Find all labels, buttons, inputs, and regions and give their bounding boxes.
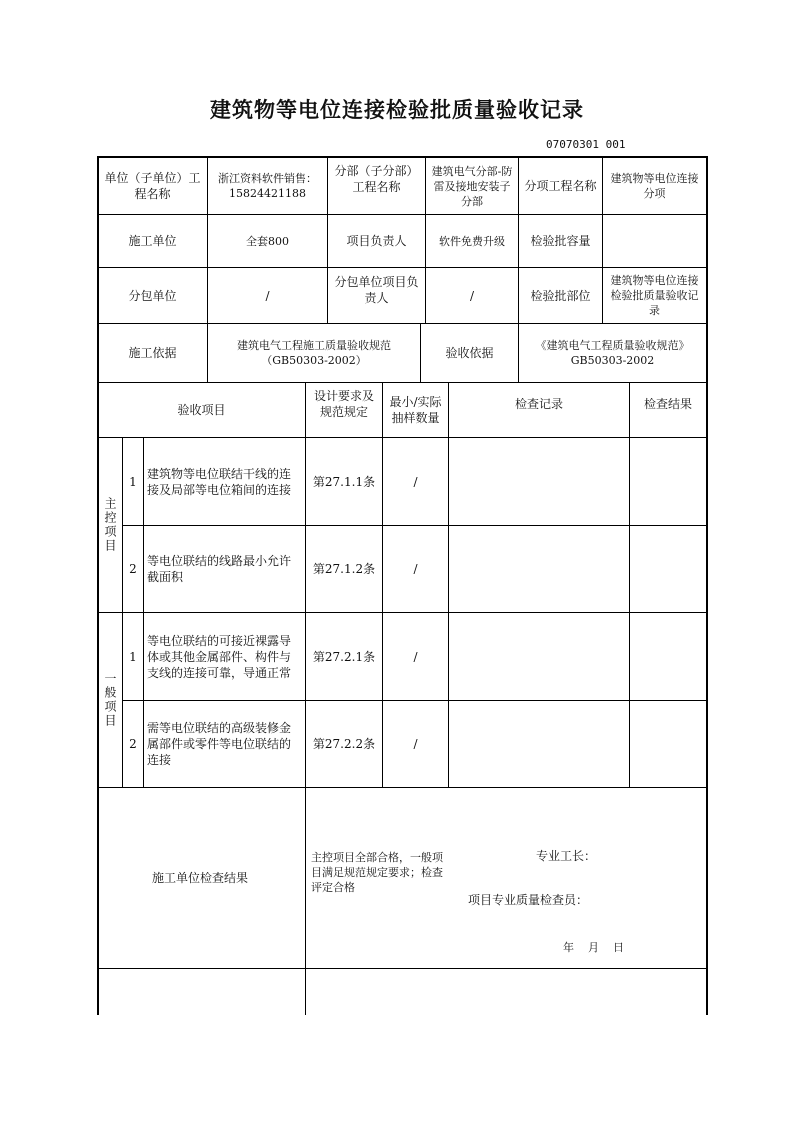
check-conclusion: 主控项目全部合格，一般项目满足规范规定要求；检查评定合格 xyxy=(311,851,443,894)
construction-unit-label: 施工单位 xyxy=(128,234,177,248)
item-number: 2 xyxy=(129,737,137,751)
construction-unit-value: 全套800 xyxy=(246,234,289,248)
subitem-value: 建筑物等电位连接分项 xyxy=(610,172,699,200)
sub-pm-label: 分包单位项目负责人 xyxy=(334,275,419,305)
item-spec: 第27.2.2条 xyxy=(312,737,376,751)
col-result: 检查结果 xyxy=(643,397,692,411)
subdivision-value: 建筑电气分部-防雷及接地安装子分部 xyxy=(431,164,513,208)
item-description: 建筑物等电位联结干线的连接及局部等电位箱间的连接 xyxy=(147,466,292,497)
item-number: 2 xyxy=(129,562,137,576)
acceptance-basis-label: 验收依据 xyxy=(445,346,494,360)
sub-pm-value: / xyxy=(469,288,475,303)
col-record: 检查记录 xyxy=(514,397,563,411)
item-spec: 第27.1.2条 xyxy=(312,562,376,576)
item-spec: 第27.1.1条 xyxy=(312,474,376,489)
batch-part-label: 检验批部位 xyxy=(530,288,591,303)
batch-part-value: 建筑物等电位连接检验批质量验收记录 xyxy=(610,274,699,317)
item-sample: / xyxy=(413,649,418,664)
item-description: 等电位联结的可接近裸露导体或其他金属部件、构件与支线的连接可靠，导通正常 xyxy=(147,633,292,680)
unit-name-value: 浙江资料软件销售：15824421188 xyxy=(218,172,317,200)
item-sample: / xyxy=(413,562,418,576)
construction-basis-label: 施工依据 xyxy=(128,346,177,360)
acceptance-basis-value: 《建筑电气工程质量验收规范》GB50303-2002 xyxy=(535,339,690,367)
general-group-label: 一般项目 xyxy=(103,672,117,728)
foreman-signature-label: 专业工长： xyxy=(536,849,597,863)
item-number: 1 xyxy=(129,649,137,664)
item-description: 等电位联结的线路最小允许截面积 xyxy=(147,554,292,584)
main-control-group-label: 主控项目 xyxy=(103,497,117,553)
sign-date: 年 月 日 xyxy=(563,940,624,954)
item-sample: / xyxy=(413,737,418,751)
inspector-signature-label: 项目专业质量检查员： xyxy=(468,893,589,907)
col-sample: 最小/实际抽样数量 xyxy=(389,395,442,425)
item-number: 1 xyxy=(129,474,137,489)
subcontractor-value: / xyxy=(265,288,270,303)
construction-basis-value: 建筑电气工程施工质量验收规范（GB50303-2002） xyxy=(237,339,391,367)
batch-capacity-label: 检验批容量 xyxy=(530,234,591,248)
item-sample: / xyxy=(413,474,418,489)
subdivision-label: 分部（子分部）工程名称 xyxy=(334,164,419,194)
construction-check-label: 施工单位检查结果 xyxy=(151,871,248,885)
col-spec: 设计要求及规范规定 xyxy=(313,389,374,419)
item-description: 需等电位联结的高级装修金属部件或零件等电位联结的连接 xyxy=(147,721,292,767)
col-acceptance-item: 验收项目 xyxy=(177,403,226,417)
project-manager-label: 项目负责人 xyxy=(346,234,407,248)
form-code: 07070301 001 xyxy=(546,138,626,151)
project-manager-value: 软件免费升级 xyxy=(439,234,505,248)
unit-name-label: 单位（子单位）工程名称 xyxy=(104,171,201,201)
item-spec: 第27.2.1条 xyxy=(312,649,376,664)
batch-capacity-value xyxy=(603,215,706,267)
subitem-label: 分项工程名称 xyxy=(524,179,597,193)
page-title: 建筑物等电位连接检验批质量验收记录 xyxy=(210,98,584,122)
subcontractor-label: 分包单位 xyxy=(128,288,177,303)
